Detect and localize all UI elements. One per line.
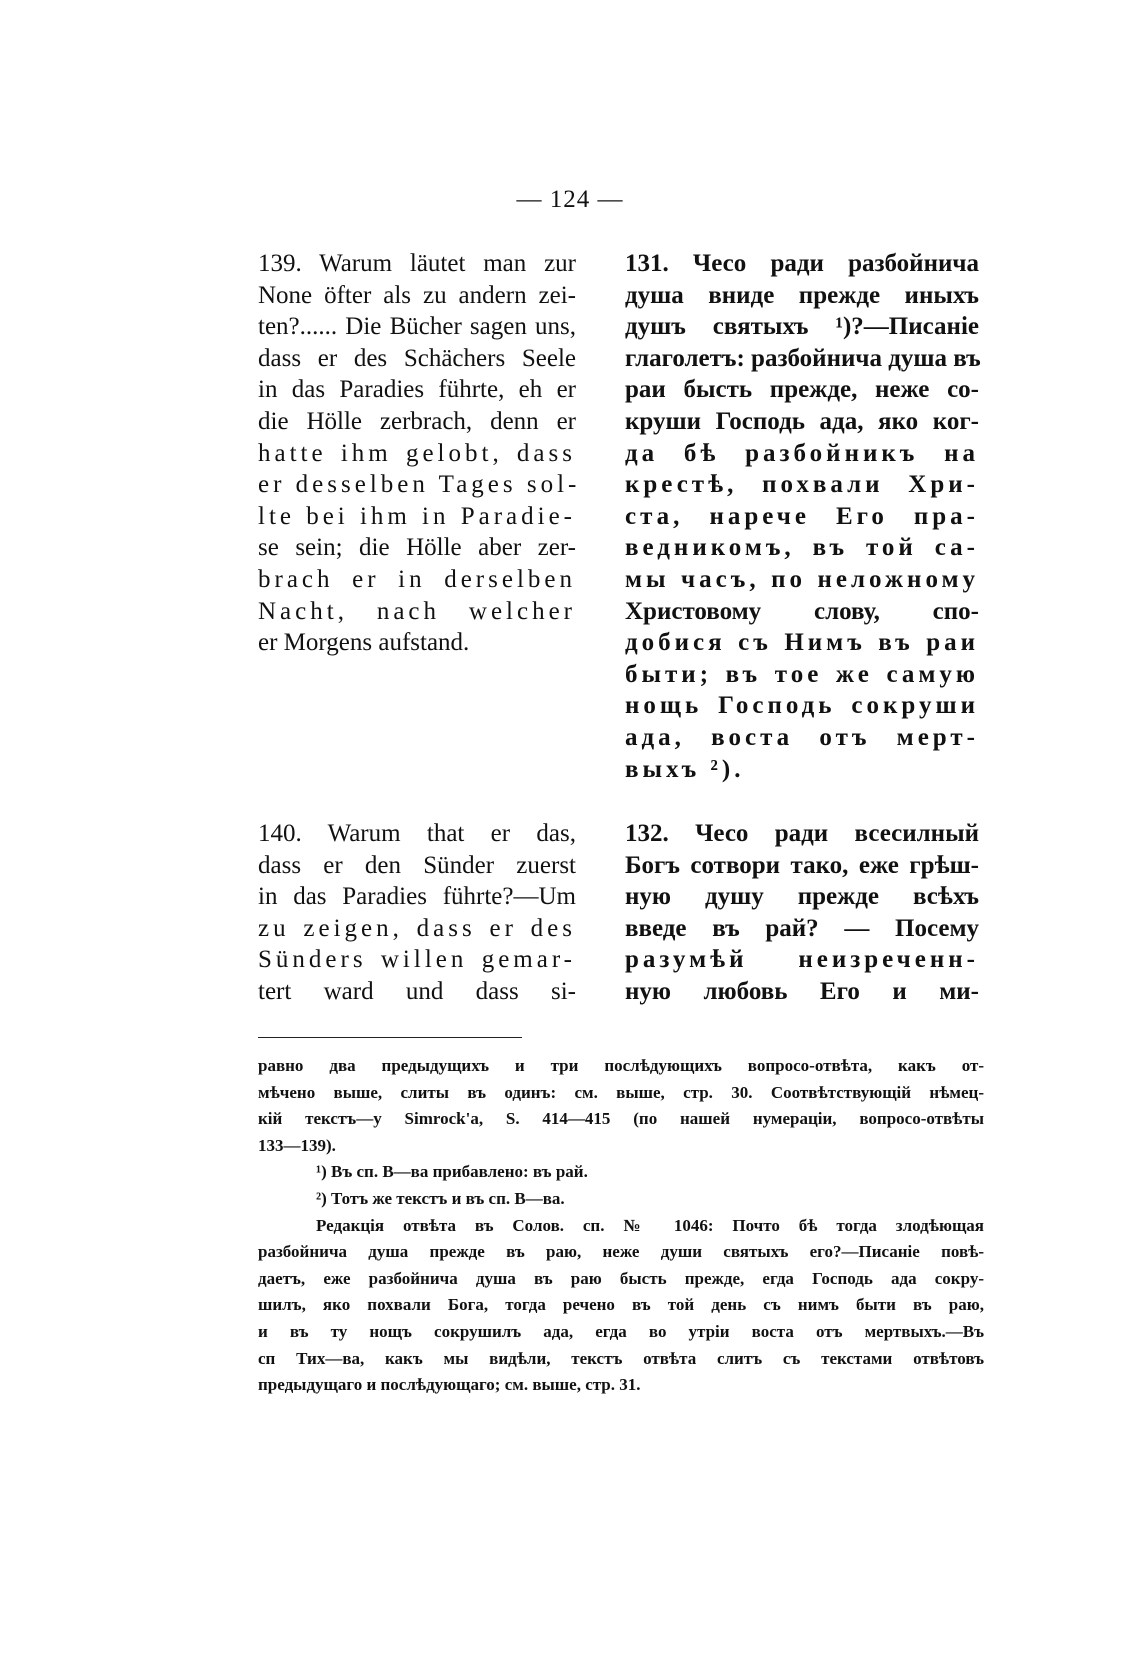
text-line: 139. Warum läutet man zur [258,250,576,277]
footnote-1: ¹) Въ сп. В—ва прибавлено: въ рай. [316,1162,588,1182]
text-line: глаголетъ: разбойнича душа въ [625,344,981,372]
text-line: введе въ рай? — Посему [625,914,979,942]
text-line: 131. Чесо ради разбойнича [625,250,979,277]
text-line: ада, воста отъ мерт- [625,723,979,751]
page-number: — 124 — [516,186,624,213]
text-line: die Hölle zerbrach, denn er [258,407,576,435]
text-line: крестѣ, похвали Хри- [625,471,979,499]
text-line: lte bei ihm in Paradie- [258,502,576,530]
text-line: zu zeigen, dass er des [258,914,576,942]
footnote-divider [258,1037,522,1038]
text-line: разумѣй неизреченн- [625,946,979,974]
text-line: None öfter als zu andern zei- [258,281,576,309]
text-line: мы часъ, по неложному [625,565,979,593]
text-line: ста, нарече Его пра- [625,502,979,530]
footnote-line: шилъ, яко похвали Бога, тогда речено въ той день съ нимъ быти въ раю, [258,1295,984,1315]
text-line: tert ward und dass si- [258,977,576,1005]
text-line: dass er des Schächers Seele [258,344,576,372]
text-line: душъ святыхъ ¹)?—Писаніе [625,313,979,341]
text-line: dass er den Sünder zuerst [258,851,576,879]
footnote-2: ²) Тотъ же текстъ и въ сп. В—ва. [316,1188,565,1208]
footnotes [258,1053,984,1399]
text-line: brach er in derselben [258,565,576,593]
text-line: душа вниде прежде иныхъ [625,281,979,309]
text-line: Nacht, nach welcher [258,597,576,625]
text-line: 140. Warum that er das, [258,820,576,847]
russian-question-131 [625,248,979,785]
footnote-line: мѣчено выше, слиты въ одинъ: см. выше, стр. 30. Соотвѣтствующій нѣмец- [258,1082,984,1102]
text-line: ten?...... Die Bücher sagen uns, [258,313,576,341]
footnote-line: разбойнича душа прежде въ раю, неже души святыхъ его?—Писаніе повѣ- [258,1242,984,1262]
russian-question-132 [625,818,979,1008]
text-line: нощь Господь сокруши [625,692,979,720]
text-line: Sünders willen gemar- [258,946,576,974]
text-line: ную душу прежде всѣхъ [625,883,979,911]
text-line: in das Paradies führte?—Um [258,883,576,911]
footnote-line: предыдущаго и послѣдующаго; см. выше, стр. 31. [258,1375,641,1395]
german-question-139 [258,248,581,659]
text-line: круши Господь ада, яко ког- [625,407,979,435]
text-line: er Morgens aufstand. [258,629,470,657]
german-question-140 [258,818,576,1008]
text-line: раи бысть прежде, неже со- [625,376,979,404]
text-line: er desselben Tages sol- [258,471,581,499]
text-line: ную любовь Его и ми- [625,977,979,1005]
footnote-line: кій текстъ—у Simrock'a, S. 414—415 (по нашей нумераціи, вопросо-отвѣты [258,1109,984,1129]
text-line: in das Paradies führte, eh er [258,376,576,404]
footnote-line: сп Тих—ва, какъ мы видѣли, текстъ отвѣта слитъ съ текстами отвѣтовъ [258,1348,984,1368]
footnote-line: 133—139). [258,1135,336,1155]
footnote-line: Редакція отвѣта въ Солов. сп. № 1046: Почто бѣ тогда злодѣющая [316,1215,984,1235]
footnote-line: даетъ, еже разбойнича душа въ раю бысть прежде, егда Господь ада сокру- [258,1268,984,1288]
text-line: выхъ ²). [625,755,745,783]
text-line: Богъ сотвори тако, еже грѣш- [625,851,979,879]
footnote-line: равно два предыдущихъ и три послѣдующихъ вопросо-отвѣта, какъ от- [258,1056,984,1075]
text-line: да бѣ разбойникъ на [625,439,979,467]
footnote-line: и въ ту нощъ сокрушилъ ада, егда во утріи воста отъ мертвыхъ.—Въ [258,1321,984,1341]
text-line: ведникомъ, въ той са- [625,534,979,562]
text-line: быти; въ тое же самую [625,660,979,688]
text-line: добися съ Нимъ въ раи [625,629,979,657]
text-line: Христовому слову, спо- [625,597,979,625]
text-line: 132. Чесо ради всесилный [625,820,979,847]
text-line: hatte ihm gelobt, dass [258,439,576,467]
text-line: se sein; die Hölle aber zer- [258,534,576,562]
